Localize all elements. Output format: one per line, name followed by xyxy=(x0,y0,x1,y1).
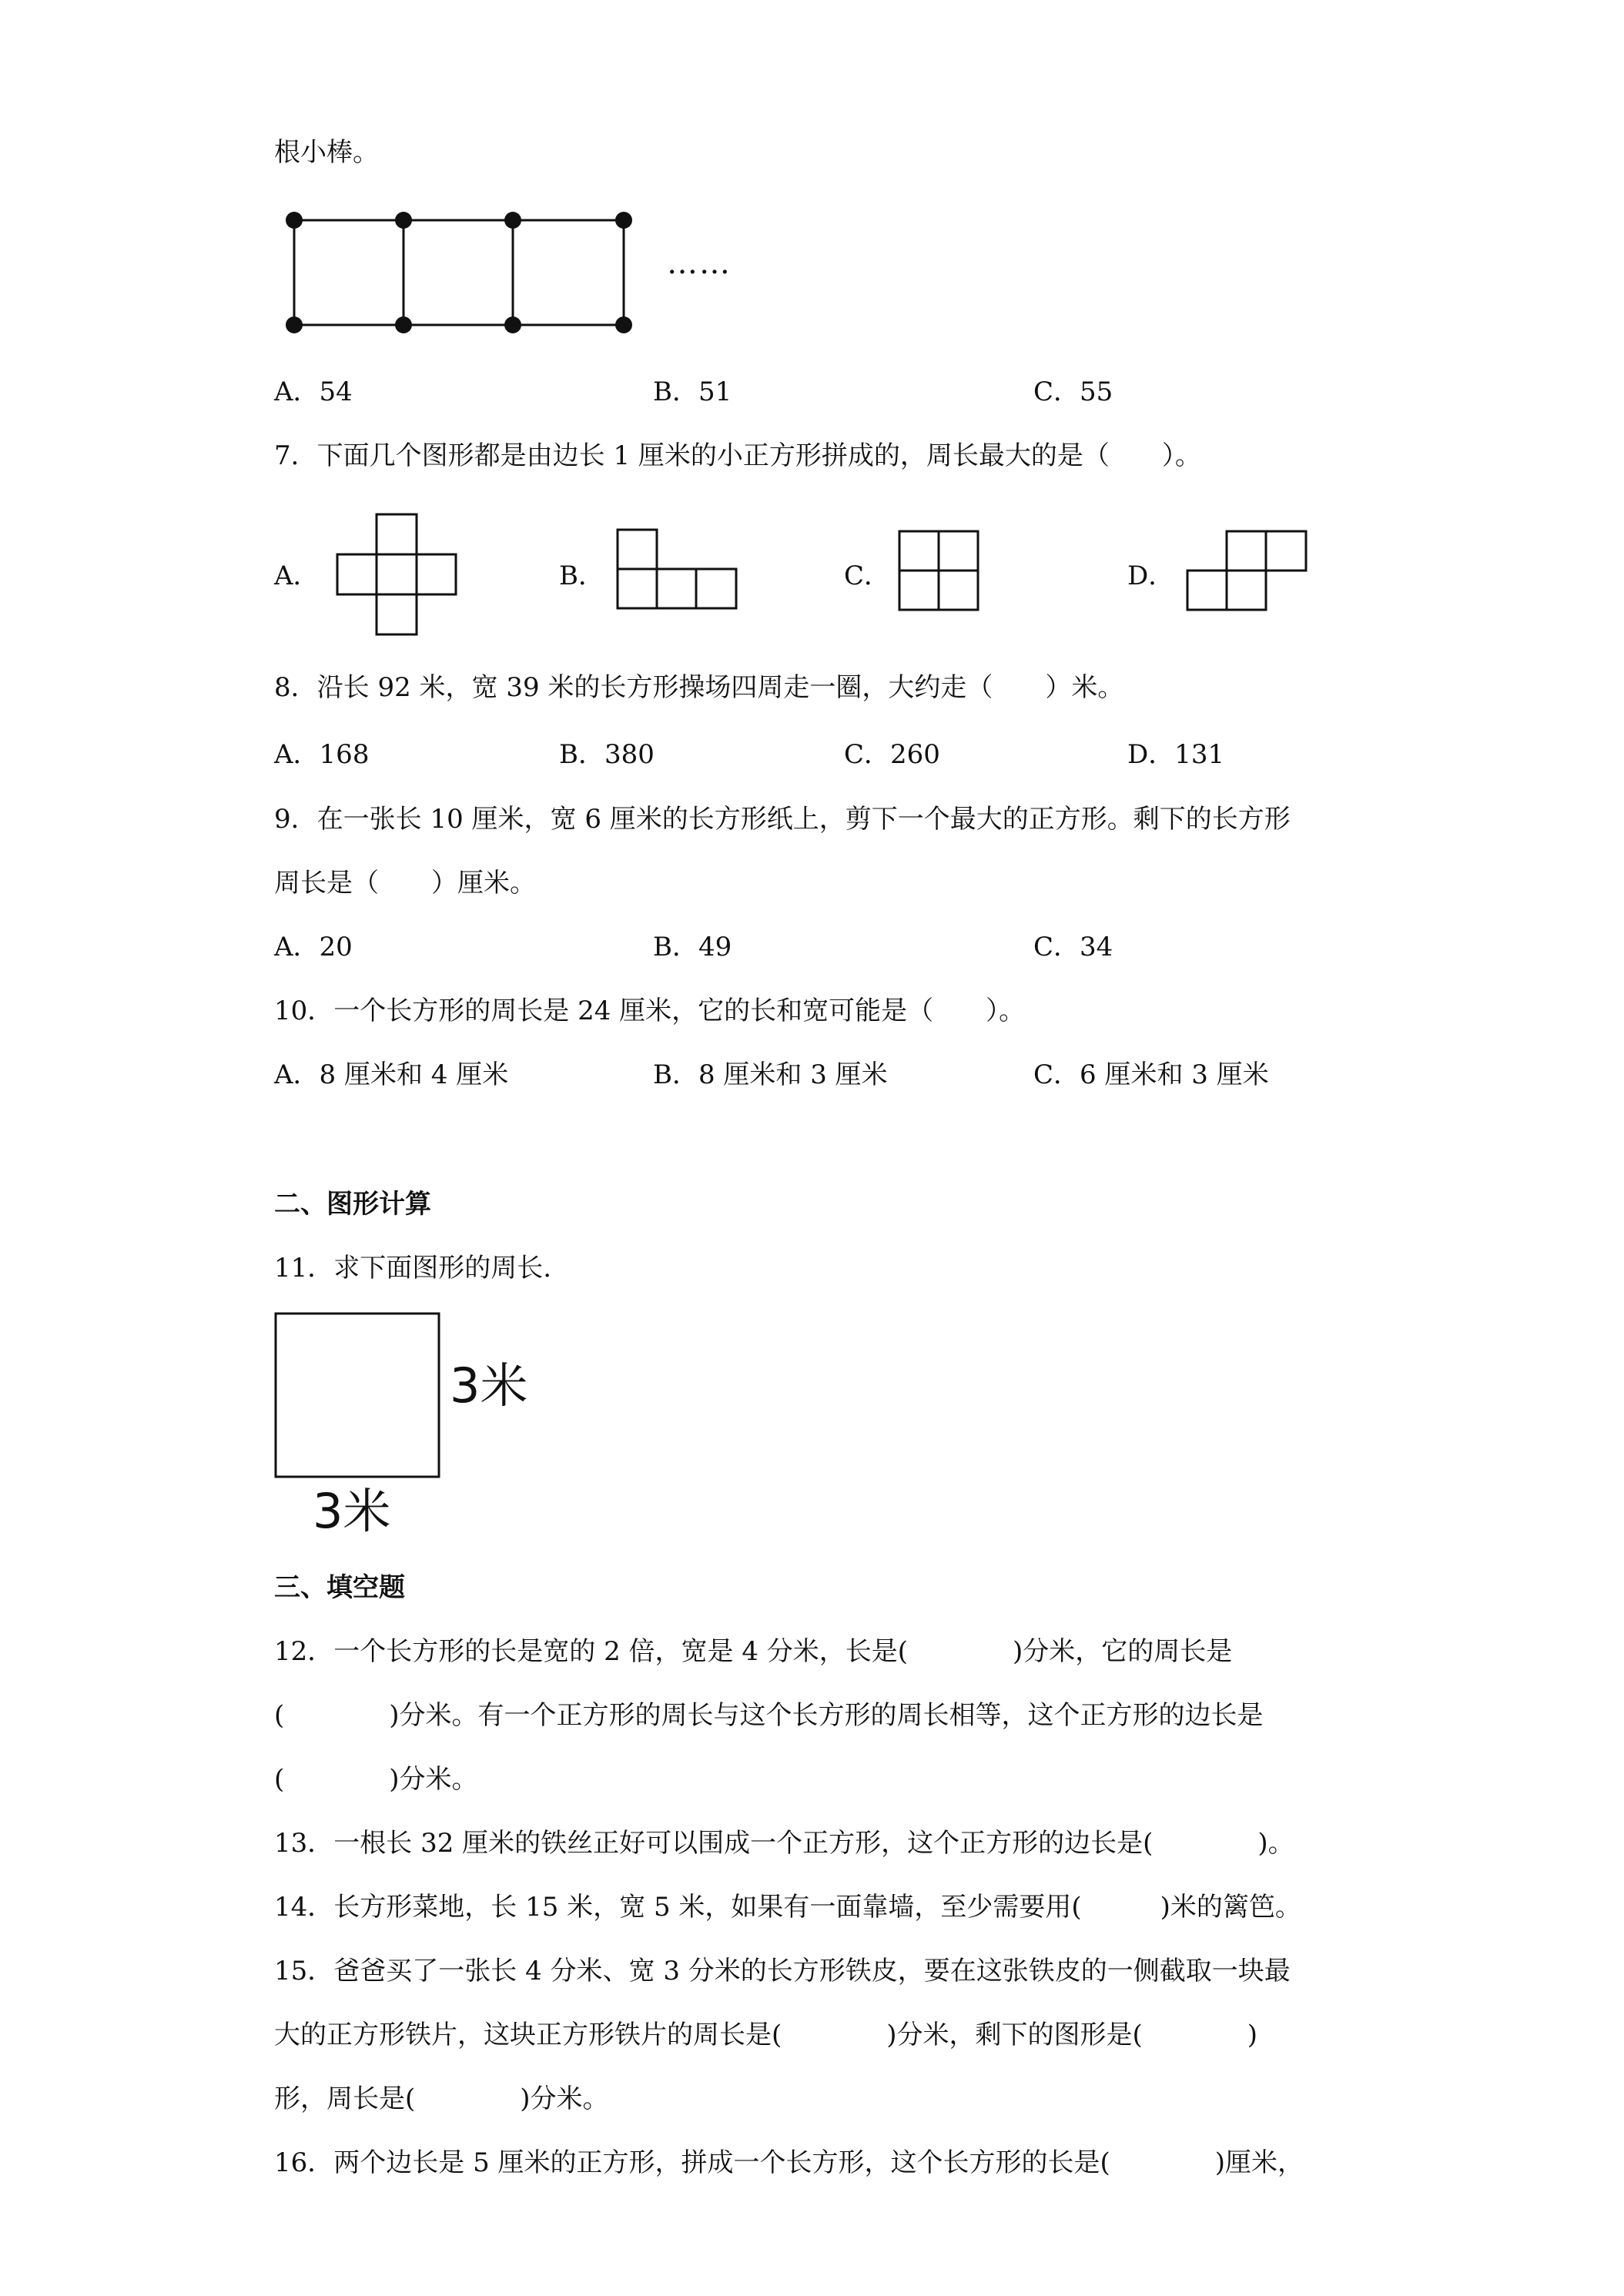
q16-question: 16．两个边长是 5 厘米的正方形，拼成一个长方形，这个长方形的长是( )厘米， xyxy=(274,2147,1304,2178)
q9-option-b: B．49 xyxy=(653,932,732,962)
q8-option-a: A．168 xyxy=(274,739,370,770)
q12-question-line2: ( )分米。有一个正方形的周长与这个长方形的周长相等，这个正方形的边长是 xyxy=(274,1700,1264,1731)
q6-stick-figure xyxy=(285,208,639,339)
section3-heading: 三、填空题 xyxy=(274,1572,405,1603)
q7-label-d: D． xyxy=(1127,561,1175,591)
section2-heading: 二、图形计算 xyxy=(274,1189,431,1220)
q6-ellipsis: …… xyxy=(667,246,732,281)
q11-bottom-label: 3米 xyxy=(313,1483,391,1539)
q9-question-line2: 周长是（ ）厘米。 xyxy=(274,868,536,899)
q6-option-c: C．55 xyxy=(1033,377,1113,407)
q6-option-a: A．54 xyxy=(274,377,353,407)
q8-question: 8．沿长 92 米，宽 39 米的长方形操场四周走一圈，大约走（ ）米。 xyxy=(274,672,1124,703)
q15-question-line1: 15．爸爸买了一张长 4 分米、宽 3 分米的长方形铁皮，要在这张铁皮的一侧截取一块最 xyxy=(274,1956,1291,1986)
q7-label-a: A． xyxy=(274,561,320,591)
q12-question-line3: ( )分米。 xyxy=(274,1764,478,1795)
q7-figure-d-stair xyxy=(1186,530,1309,614)
q7-figure-c-square xyxy=(898,530,983,614)
q8-option-c: C．260 xyxy=(844,739,940,770)
q10-option-a: A．8 厘米和 4 厘米 xyxy=(274,1059,509,1090)
q8-option-b: B．380 xyxy=(559,739,655,770)
q7-figure-a-cross xyxy=(336,513,459,636)
q7-question: 7．下面几个图形都是由边长 1 厘米的小正方形拼成的，周长最大的是（ ）。 xyxy=(274,440,1201,471)
q12-question-line1: 12．一个长方形的长是宽的 2 倍，宽是 4 分米，长是( )分米，它的周长是 xyxy=(274,1636,1233,1667)
q9-question-line1: 9．在一张长 10 厘米，宽 6 厘米的长方形纸上，剪下一个最大的正方形。剩下的长方形 xyxy=(274,804,1291,835)
q11-question: 11．求下面图形的周长. xyxy=(274,1253,552,1284)
q11-side-label: 3米 xyxy=(450,1357,528,1414)
q6-tail-text: 根小棒。 xyxy=(274,137,379,168)
q10-option-b: B．8 厘米和 3 厘米 xyxy=(653,1059,888,1090)
q6-option-b: B．51 xyxy=(653,377,732,407)
q9-option-a: A．20 xyxy=(274,932,353,962)
q11-square-figure xyxy=(274,1312,444,1481)
q7-figure-b-lshape xyxy=(616,528,739,613)
q8-option-d: D．131 xyxy=(1127,739,1225,770)
q15-question-line3: 形，周长是( )分米。 xyxy=(274,2083,609,2114)
q15-question-line2: 大的正方形铁片，这块正方形铁片的周长是( )分米，剩下的图形是( ) xyxy=(274,2020,1258,2050)
q13-question: 13．一根长 32 厘米的铁丝正好可以围成一个正方形，这个正方形的边长是( )。 xyxy=(274,1828,1294,1859)
q14-question: 14．长方形菜地，长 15 米，宽 5 米，如果有一面靠墙，至少需要用( )米的篱笆。 xyxy=(274,1892,1301,1923)
q7-label-b: B． xyxy=(559,561,604,591)
q9-option-c: C．34 xyxy=(1033,932,1113,962)
q10-question: 10．一个长方形的周长是 24 厘米，它的长和宽可能是（ ）。 xyxy=(274,996,1026,1026)
q7-label-c: C． xyxy=(844,561,891,591)
q10-option-c: C．6 厘米和 3 厘米 xyxy=(1033,1059,1269,1090)
